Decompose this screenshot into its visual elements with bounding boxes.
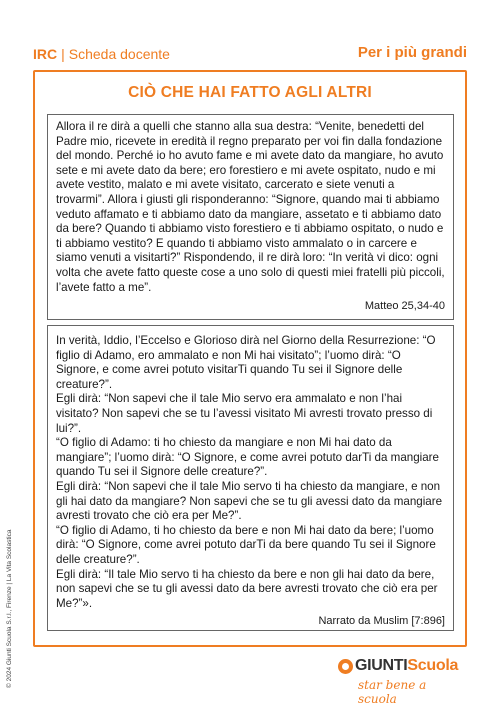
gospel-passage-box (47, 114, 454, 320)
program-label: IRC (33, 46, 58, 62)
copyright-text: © 2024 Giunti Scuola S.r.l., Firenze | La Vita Scolastica (6, 529, 13, 688)
hadith-paragraph: “O figlio di Adamo: ti ho chiesto da mangiare e non Mi hai dato da mangiare”; l’uomo dirà: “O Signore, e come avrei potuto darTi da mangiare quando Tu sei il Signore delle creature?”. (56, 436, 439, 479)
header-left (33, 46, 170, 62)
logo-brand (355, 657, 458, 675)
gospel-citation: Matteo 25,34-40 (364, 300, 445, 312)
header-separator: | (61, 46, 65, 62)
logo-mark-icon (338, 659, 353, 674)
logo-brand-accent: Scuola (407, 657, 459, 674)
worksheet-frame (33, 70, 467, 647)
hadith-paragraph: In verità, Iddio, l’Eccelso e Glorioso dirà nel Giorno della Resurrezione: “O figlio di Adamo, ero ammalato e non Mi hai visitato”; l’uomo dirà: “O Signore, e come avrei potuto visitarTi quando Tu sei il Signore delle creature?”. (56, 334, 436, 391)
hadith-paragraph: Egli dirà: “Non sapevi che il tale Mio servo ti ha chiesto da mangiare, e non gli hai dato da mangiare? Non sapevi che se tu gli avessi dato da mangiare avresti trovato che ciò era per Me?”. (56, 479, 443, 523)
hadith-paragraph: Egli dirà: “Non sapevi che il tale Mio servo era ammalato e non l’hai visitato? Non sapevi che se tu l’avessi visitato Mi avresti trovato presso di lui?”. (56, 392, 433, 435)
page-header (33, 40, 467, 70)
copyright-side-note (6, 430, 18, 690)
hadith-paragraph: Egli dirà: “Il tale Mio servo ti ha chiesto da bere e non gli hai dato da bere, non sapevi che se tu gli avessi dato da bere avresti trovato che ciò era per Me?”». (56, 567, 438, 610)
audience-label: Per i più grandi (357, 44, 467, 61)
hadith-citation: Narrato da Muslim [7:896] (318, 615, 445, 627)
hadith-passage-box (47, 325, 454, 631)
publisher-logo (338, 657, 468, 706)
section-label: Scheda docente (68, 46, 170, 62)
worksheet-title: CIÒ CHE HAI FATTO AGLI ALTRI (128, 84, 372, 101)
hadith-paragraph: “O figlio di Adamo, ti ho chiesto da bere e non Mi hai dato da bere; l’uomo dirà: “O Signore, come avrei potuto darTi da bere quando Tu sei il Signore delle creature?”. (56, 523, 436, 566)
logo-tagline: star bene a scuola (358, 678, 427, 706)
logo-brand-main: GIUNTI (355, 657, 408, 674)
gospel-passage-text: Allora il re dirà a quelli che stanno alla sua destra: “Venite, benedetti del Padre mio, ricevete in eredità il regno preparato per voi fin dalla fondazione del mondo. Perché io ho avuto fame e mi avete dato da mangiare, ho avuto sete e mi avete dato da bere; ero forestiero e mi avete ospitato, nudo e mi avete vestito, malato e mi avete visitato, carcerato e siete venuti a trovarmi”. Allora i giusti gli risponderanno: “Signore, quando mai ti abbiamo veduto affamato e ti abbiamo dato da mangiare, assetato e ti abbiamo dato da bere? Quando ti abbiamo visto forestiero e ti abbiamo ospitato, o nudo e ti abbiamo vestito? E quando ti abbiamo visto ammalato o in carcere e siamo venuti a visitarti?” Rispondendo, il re dirà loro: “In verità vi dico: ogni volta che avete fatto queste cose a uno solo di questi miei fratelli più piccoli, l’avete fatto a me”. (56, 120, 445, 294)
